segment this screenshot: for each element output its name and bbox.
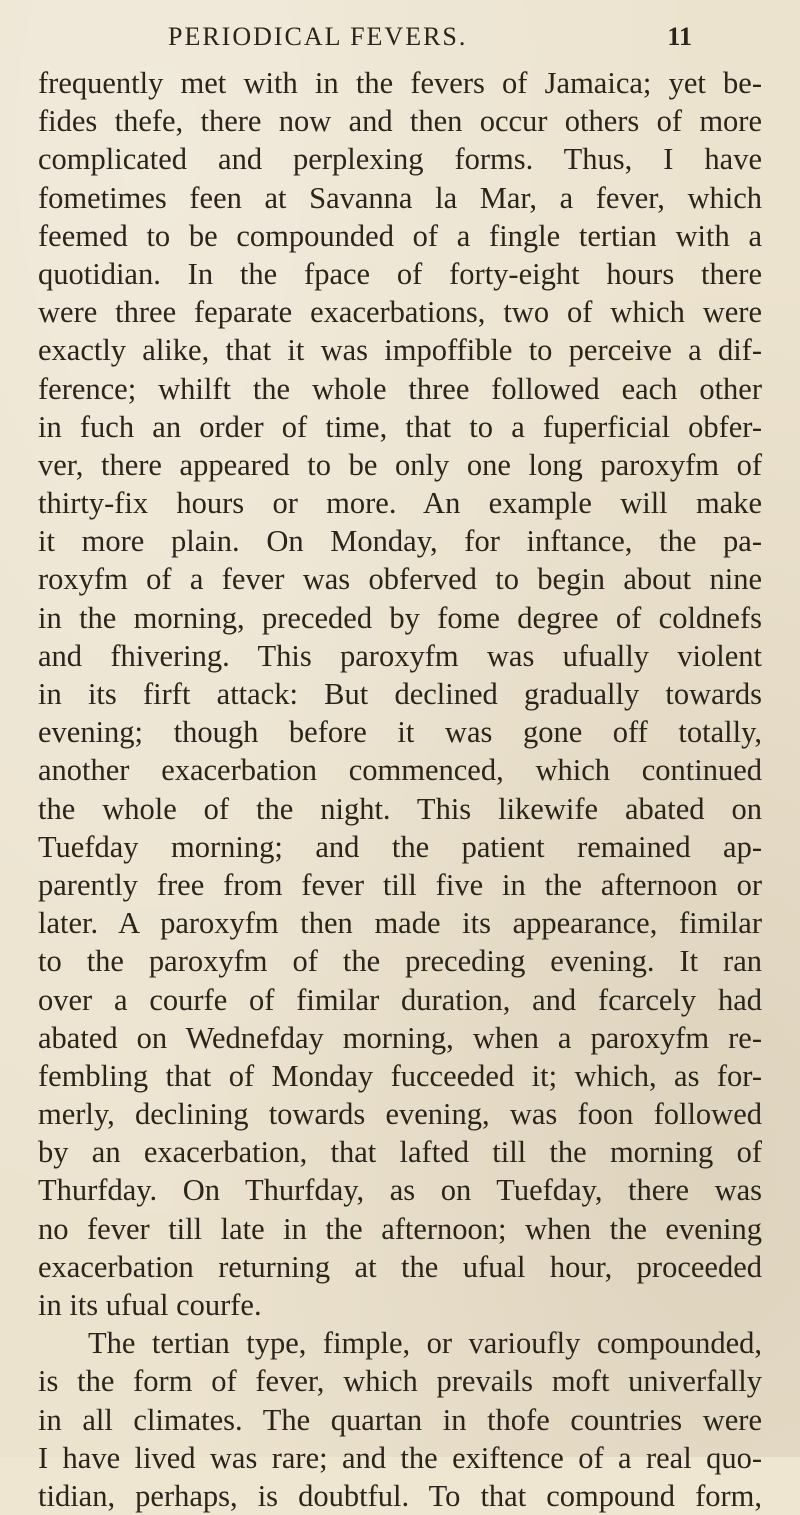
text-line: abated on Wednefday morning, when a paroxyfm re- [38,1020,762,1055]
text-line: the whole of the night. This likewife abated on [38,791,762,826]
text-line: thirty-fix hours or more. An example will make [38,486,762,521]
text-line: is the form of fever, which prevails moft univerfally [38,1364,762,1399]
text-line: in all climates. The quartan in thofe countries were [38,1402,762,1437]
page-header [38,14,762,64]
text-line: exactly alike, that it was impoffible to perceive a dif- [38,333,762,368]
text-line: Thurfday. On Thurfday, as on Tuefday, there was [38,1173,762,1208]
text-line: roxyfm of a fever was obferved to begin about nine [38,562,762,597]
text-line: and fhivering. This paroxyfm was ufually violent [38,638,762,673]
text-line: by an exacerbation, that lafted till the morning of [38,1135,762,1170]
text-line: no fever till late in the afternoon; when the evening [38,1211,762,1246]
text-line: merly, declining towards evening, was foon followed [38,1097,762,1132]
running-head: PERIODICAL FEVERS. [168,22,468,51]
text-line: in the morning, preceded by fome degree of coldnefs [38,600,762,635]
text-line: ference; whilft the whole three followed each other [38,371,762,406]
text-line: fembling that of Monday fucceeded it; which, as for- [38,1058,762,1093]
text-line: exacerbation returning at the ufual hour, proceeded [38,1249,762,1284]
text-line: fides thefe, there now and then occur others of more [38,104,762,139]
paragraph-start-line: The tertian type, fimple, or varioufly compounded, [88,1326,762,1361]
paragraph-end-line: in its ufual courfe. [38,1288,262,1322]
text-line: parently free from fever till five in the afternoon or [38,867,762,902]
text-line: fometimes feen at Savanna la Mar, a fever, which [38,180,762,215]
text-line: feemed to be compounded of a fingle tertian with a [38,218,762,253]
text-line: were three feparate exacerbations, two of which were [38,295,762,330]
page-number: 11 [667,22,692,51]
text-line: I have lived was rare; and the exiftence of a real quo- [38,1440,762,1475]
text-line: over a courfe of fimilar duration, and fcarcely had [38,982,762,1017]
text-line: Tuefday morning; and the patient remained ap- [38,829,762,864]
text-line: ver, there appeared to be only one long paroxyfm of [38,447,762,482]
text-line: it more plain. On Monday, for inftance, the pa- [38,524,762,559]
text-line: another exacerbation commenced, which continued [38,753,762,788]
text-line: later. A paroxyfm then made its appearance, fimilar [38,906,762,941]
text-line: in its firft attack: But declined gradually towards [38,677,762,711]
text-line: tidian, perhaps, is doubtful. To that compound form, [38,1478,762,1513]
text-line: evening; though before it was gone off totally, [38,715,762,750]
text-line: to the paroxyfm of the preceding evening. It ran [38,944,762,979]
body-text [38,64,762,1515]
text-line: frequently met with in the fevers of Jamaica; yet be- [38,66,762,100]
text-line: in fuch an order of time, that to a fuperficial obfer- [38,409,762,444]
text-line: complicated and perplexing forms. Thus, I have [38,142,762,177]
text-line: quotidian. In the fpace of forty-eight hours there [38,256,762,291]
